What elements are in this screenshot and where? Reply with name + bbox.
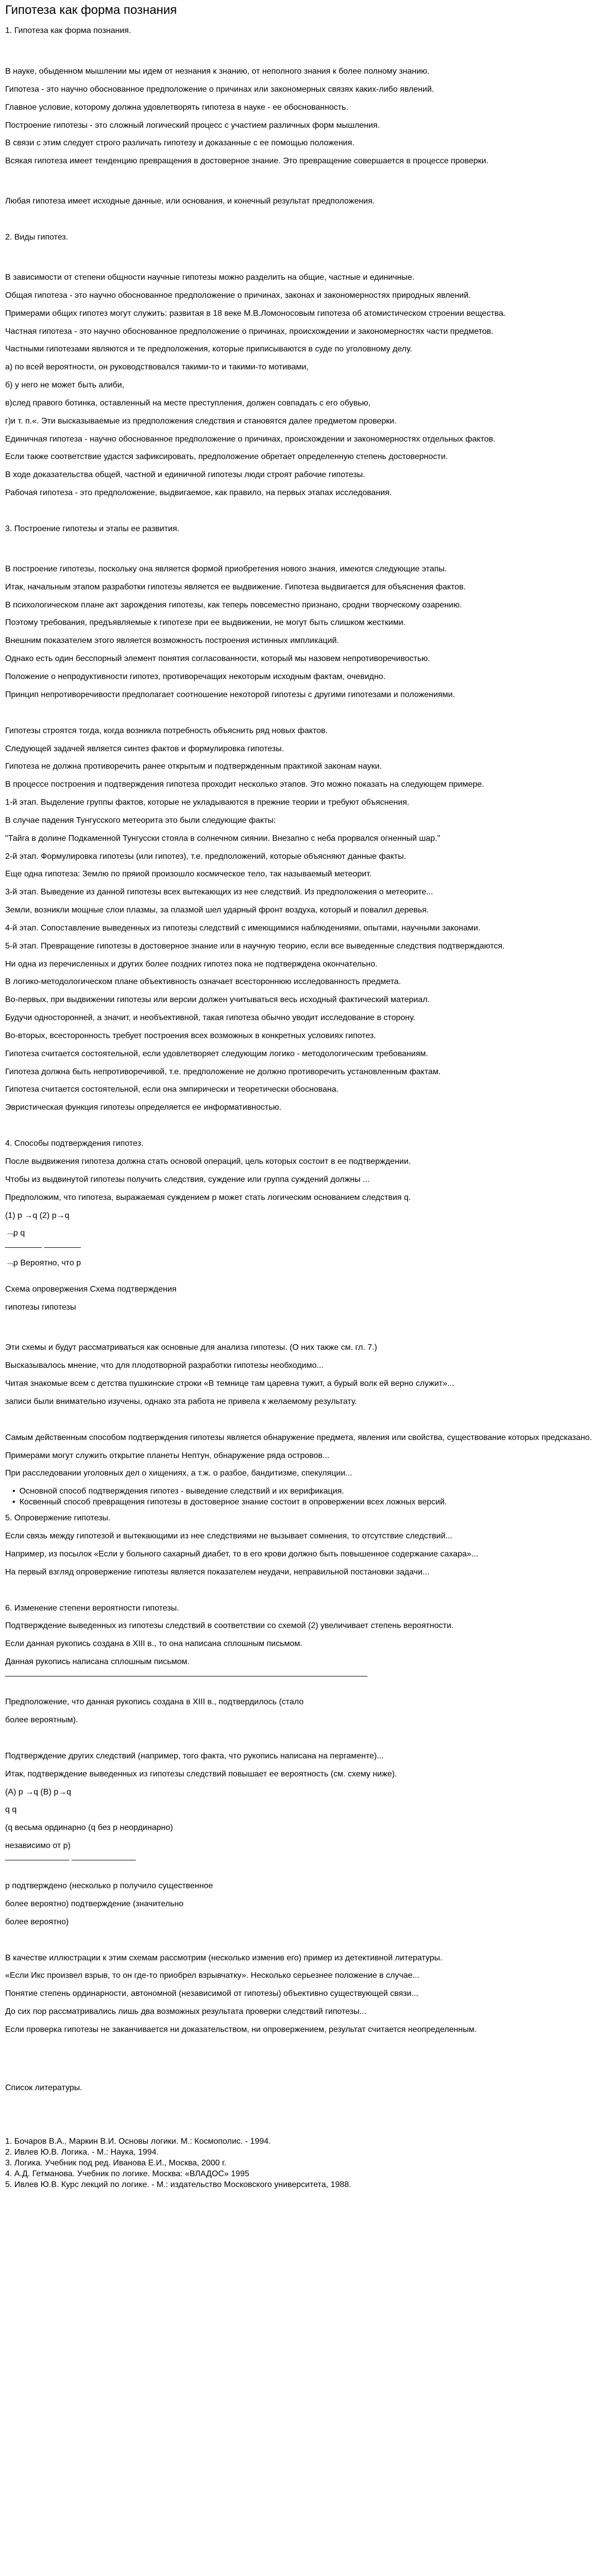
text-line: Гипотеза считается состоятельной, если удовлетворяет следующим логико - методологическим требованиям. <box>5 1049 428 1058</box>
text-line: В зависимости от степени общности научные гипотезы можно разделить на общие, частные и единичные. <box>5 273 415 282</box>
text-line: В ходе доказательства общей, частной и единичной гипотезы люди строят рабочие гипотезы. <box>5 470 365 479</box>
text-line: 4. Способы подтверждения гипотез. <box>5 1139 144 1148</box>
text-line: более вероятным). <box>5 1716 78 1724</box>
text-line: Понятие степень ординарности, автономной (независимой от гипотезы) объективно существующей связи... <box>5 1989 418 1998</box>
text-line: Гипотезы строятся тогда, когда возникла потребность объяснить ряд новых фактов. <box>5 726 328 735</box>
text-line: г)и т. п.«. Эти высказываемые из предположения следствия и становятся далее предметом проверки. <box>5 417 397 426</box>
text-line: (q весьма ординарно (q без р неординарно) <box>5 1823 173 1832</box>
text-line: Список литературы. <box>5 2083 82 2092</box>
text-line: 1. Бочаров В.А., Маркин В.И. Основы логики. М.: Космополис. - 1994. <box>5 2137 271 2146</box>
text-line: Ни одна из перечисленных и других более поздних гипотез пока не подтверждена окончательно. <box>5 960 378 969</box>
text-line: (1) p →q (2) p→q <box>5 1211 70 1220</box>
text-line: Принцип непротиворечивости предполагает соотношение некоторой гипотезы с другими гипотезами и положениями. <box>5 690 455 699</box>
text-line: более вероятно) <box>5 1918 69 1926</box>
text-line: В логико-методологическом плане объективность означает всестороннюю исследованность предмета. <box>5 977 401 986</box>
text-line: Следующей задачей является синтез фактов и формулировка гипотезы. <box>5 744 284 753</box>
text-line: Если также соответствие удастся зафиксировать, предположение обретает определенную степень достоверности. <box>5 452 448 461</box>
text-line: записи были внимательно изучены, однако эта работа не привела к желаемому результату. <box>5 1397 357 1406</box>
text-line: Еще одна гипотеза: Землю по пряиой произошло космическое тело, так называемый метеорит. <box>5 870 372 878</box>
text-line: Поэтому требования, предъявляемые к гипотезе при ее выдвижении, не могут быть слишком жесткими. <box>5 618 406 627</box>
text-line: 4-й этап. Сопоставление выведенных из гипотезы следствий с имеющимися наблюдениями, опытами, научными законами. <box>5 924 481 933</box>
text-line: До сих пор рассматривались лишь два возможных результата проверки следствий гипотезы... <box>5 2007 366 2016</box>
text-line: 1. Гипотеза как форма познания. <box>5 26 131 35</box>
text-line: Эвристическая функция гипотезы определяется ее информативностью. <box>5 1103 282 1112</box>
text-line: 4. А.Д. Гетманова. Учебник по логике. Москва: «ВЛАДОС» 1995 <box>5 2170 249 2178</box>
text-line: Например, из посылок «Если у больного сахарный диабет, то в его крови должно быть повышенное содержание сахара»... <box>5 1550 479 1558</box>
text-line: В построение гипотезы, поскольку она является формой приобретения нового знания, имеются следующие этапы. <box>5 565 447 573</box>
text-line: Примерами могут служить открытие планеты Нептун, обнаружение ряда островов... <box>5 1451 330 1460</box>
text-line: 6. Изменение степени вероятности гипотезы. <box>5 1604 179 1613</box>
text-line: В науке, обыденном мышлении мы идем от незнания к знанию, от неполного знания к более полному знанию. <box>5 67 430 76</box>
text-line: 3. Логика. Учебник под ред. Иванова Е.И., Москва, 2000 г. <box>5 2159 227 2167</box>
text-line: Предположение, что данная рукопись создана в XIII в., подтвердилось (стало <box>5 1698 304 1706</box>
text-line: На первый взгляд опровержение гипотезы является показателем неудачи, неправильной постановки задачи... <box>5 1568 430 1577</box>
text-line: Любая гипотеза имеет исходные данные, или основания, и конечный результат предположения. <box>5 197 375 206</box>
text-line: Высказывалось мнение, что для плодотворной разработки гипотезы необходимо... <box>5 1361 324 1370</box>
text-line: В психологическом плане акт зарождения гипотезы, как теперь повсеместно признано, сродни творческому озарению. <box>5 601 462 609</box>
text-line: Внешним показателем этого является возможность построения истинных импликаций. <box>5 636 339 645</box>
text-line: В случае падения Тунгусского метеорита это были следующие факты: <box>5 816 276 825</box>
text-line: «Если Икс произвел взрыв, то он где-то приобрел взрывчатку». Несколько серьезнее положение в случае... <box>5 1971 419 1980</box>
text-line: Самым действенным способом подтверждения гипотезы является обнаружение предмета, явления или свойства, существование которых предсказано. <box>5 1433 592 1442</box>
text-line: Построение гипотезы - это сложный логический процесс с участием различных форм мышления. <box>5 121 380 130</box>
text-line: Главное условие, которому должна удовлетворять гипотеза в науке - ее обоснованность. <box>5 103 348 112</box>
text-line: 1-й этап. Выделение группы фактов, которые не укладываются в прежние теории и требуют объяснения. <box>5 798 410 807</box>
text-line: ﹁p Вероятно, что p <box>5 1259 81 1267</box>
text-line: Данная рукопись написана сплошным письмом. <box>5 1657 190 1666</box>
text-line: Рабочая гипотеза - это предположение, выдвигаемое, как правило, на первых этапах исследования. <box>5 488 392 497</box>
text-line: гипотезы гипотезы <box>5 1303 76 1312</box>
text-line: При расследовании уголовных дел о хищениях, а т.ж. о разбое, бандитизме, спекуляции... <box>5 1469 352 1478</box>
text-line: 3. Построение гипотезы и этапы ее развития. <box>5 524 180 533</box>
text-line: 5-й этап. Превращение гипотезы в достоверное знание или в научную теорию, если все выведенные следствия подтверждаются. <box>5 942 505 951</box>
text-line: Во-первых, при выдвижении гипотезы или версии должен учитываться весь исходный фактический материал. <box>5 995 430 1004</box>
text-line: Если проверка гипотезы не заканчивается ни доказательством, ни опровержением, результат считается неопределенным. <box>5 2025 477 2034</box>
text-line: 2. Ивлев Ю.В. Логика. - М.: Наука, 1994. <box>5 2148 159 2157</box>
text-line: 5. Опровержение гипотезы. <box>5 1514 111 1522</box>
text-line: Однако есть один бесспорный элемент понятия согласованности, который мы назовем непротиворечивостью. <box>5 654 430 663</box>
text-line: ﹁p q <box>5 1229 25 1238</box>
text-line: Частными гипотезами являются и те предположения, которые приписываются в суде по уголовному делу. <box>5 345 412 353</box>
text-line: Подтверждение других следствий (например, того факта, что рукопись написана на пергаменте)... <box>5 1752 384 1760</box>
text-line: В связи с этим следует строго различать гипотезу и доказанные с ее помощью положения. <box>5 139 354 147</box>
text-line: Земли, возникли мощные слои плазмы, за плазмой шел ударный фронт воздуха, который и повалил деревья. <box>5 906 429 914</box>
text-line: Если данная рукопись создана в XIII в., то она написана сплошным письмом. <box>5 1639 302 1648</box>
text-line: Эти схемы и будут рассматриваться как основные для анализа гипотезы. (О них также см. гл. 7.) <box>5 1343 377 1352</box>
text-line: 3-й этап. Выведение из данной гипотезы всех вытекающих из нее следствий. Из предположения о метеорите... <box>5 888 433 896</box>
page-title: Гипотеза как форма познания <box>5 3 177 17</box>
text-line: Читая знакомые всем с детства пушкинские строки «В темнице там царевна тужит, а бурый волк ей верно служит»... <box>5 1379 454 1388</box>
text-line: "Тайга в долине Подкаменной Тунгусски стояла в солнечном сиянии. Внезапно с неба прорвался огненный шар." <box>5 834 441 843</box>
text-line: р подтверждено (несколько р получило существенное <box>5 1882 213 1890</box>
text-line: Частная гипотеза - это научно обоснованное предположение о причинах, происхождении и закономерностях части предметов. <box>5 327 494 336</box>
text-line: Чтобы из выдвинутой гипотезы получить следствия, суждение или группа суждений должны ... <box>5 1175 370 1184</box>
text-line: ________ ________ <box>5 1240 81 1248</box>
text-line: а) по всей вероятности, он руководствовался такими-то и такими-то мотивами, <box>5 363 309 371</box>
text-line: q q <box>5 1805 17 1814</box>
text-line: В качестве иллюстрации к этим схемам рассмотрим (несколько изменив его) пример из детективной литературы. <box>5 1954 443 1962</box>
list-item: • Косвенный способ превращения гипотезы в достоверное знание состоит в опровержении всех ложных версий. <box>12 1497 447 1507</box>
text-line: В процессе построения и подтверждения гипотеза проходит несколько этапов. Это можно показать на следующем примере. <box>5 780 484 789</box>
text-line: Во-вторых, всесторонность требует построения всех возможных в конкретных условиях гипотез. <box>5 1031 376 1040</box>
text-line: независимо от р) <box>5 1841 71 1850</box>
text-line: б) у него не может быть алиби, <box>5 381 125 389</box>
text-line: Итак, подтверждение выведенных из гипотезы следствий повышает ее вероятность (см. схему ниже). <box>5 1770 397 1778</box>
text-line: Общая гипотеза - это научно обоснованное предположение о причинах, законах и закономерностях природных явлений. <box>5 291 471 300</box>
text-line: _______________________________________________________________________________ <box>5 1668 367 1677</box>
text-line: (А) p →q (В) p→q <box>5 1788 72 1797</box>
text-line: в)след правого ботинка, оставленный на месте преступления, должен совпадать с его обувью, <box>5 399 370 408</box>
text-line: Гипотеза должна быть непротиворечивой, т.е. предположение не должно противоречить установленным фактам. <box>5 1067 441 1076</box>
text-line: 5. Ивлев Ю.В. Курс лекций по логике. - М.: издательство Московского университета, 1988. <box>5 2180 351 2189</box>
text-line: Всякая гипотеза имеет тенденцию превращения в достоверное знание. Это превращение совершается в процессе проверки. <box>5 157 489 165</box>
text-line: Гипотеза - это научно обоснованное предположение о причинах или закономерных связях каких-либо явлений. <box>5 85 434 94</box>
text-line: Если связь между гипотезой и вытекающими из нее следствиями не вызывает сомнения, то отсутствие следствий... <box>5 1532 452 1540</box>
text-line: ______________ ______________ <box>5 1852 136 1861</box>
text-line: После выдвижения гипотеза должна стать основой операций, цель которых состоит в ее подтверждении. <box>5 1157 411 1166</box>
text-line: Гипотеза не должна противоречить ранее открытым и подтвержденным практикой законам науки. <box>5 762 382 771</box>
text-line: Гипотеза считается состоятельной, если она эмпирически и теоретически обоснована. <box>5 1085 339 1094</box>
text-line: Подтверждение выведенных из гипотезы следствий в соответствии со схемой (2) увеличивает степень вероятности. <box>5 1621 454 1630</box>
text-line: Схема опровержения Схема подтверждения <box>5 1285 177 1294</box>
text-line: Положение о непродуктивности гипотез, противоречащих некоторым исходным фактам, очевидно. <box>5 672 386 681</box>
text-line: Предположим, что гипотеза, выражаемая суждением p может стать логическим основанием следствия q. <box>5 1193 411 1202</box>
text-line: Примерами общих гипотез могут служить: развитая в 18 веке М.В.Ломоносовым гипотеза об атомистическом строении вещества. <box>5 309 506 318</box>
text-line: Будучи односторонней, а значит, и необъективной, такая гипотеза обычно уводит исследование в сторону. <box>5 1013 415 1022</box>
text-line: более вероятно) подтверждение (значительно <box>5 1900 184 1908</box>
text-line: 2. Виды гипотез. <box>5 233 69 242</box>
list-item: • Основной способ подтверждения гипотез - выведение следствий и их верификация. <box>12 1486 344 1496</box>
text-line: Итак, начальным этапом разработки гипотезы является ее выдвижение. Гипотеза выдвигается для объяснения фактов. <box>5 583 466 591</box>
text-line: 2-й этап. Формулировка гипотезы (или гипотез), т.е. предположений, которые объясняют данные факты. <box>5 852 407 861</box>
text-line: Единичная гипотеза - научно обоснованное предположение о причинах, происхождении и закономерностях отдельных фактов. <box>5 435 496 444</box>
